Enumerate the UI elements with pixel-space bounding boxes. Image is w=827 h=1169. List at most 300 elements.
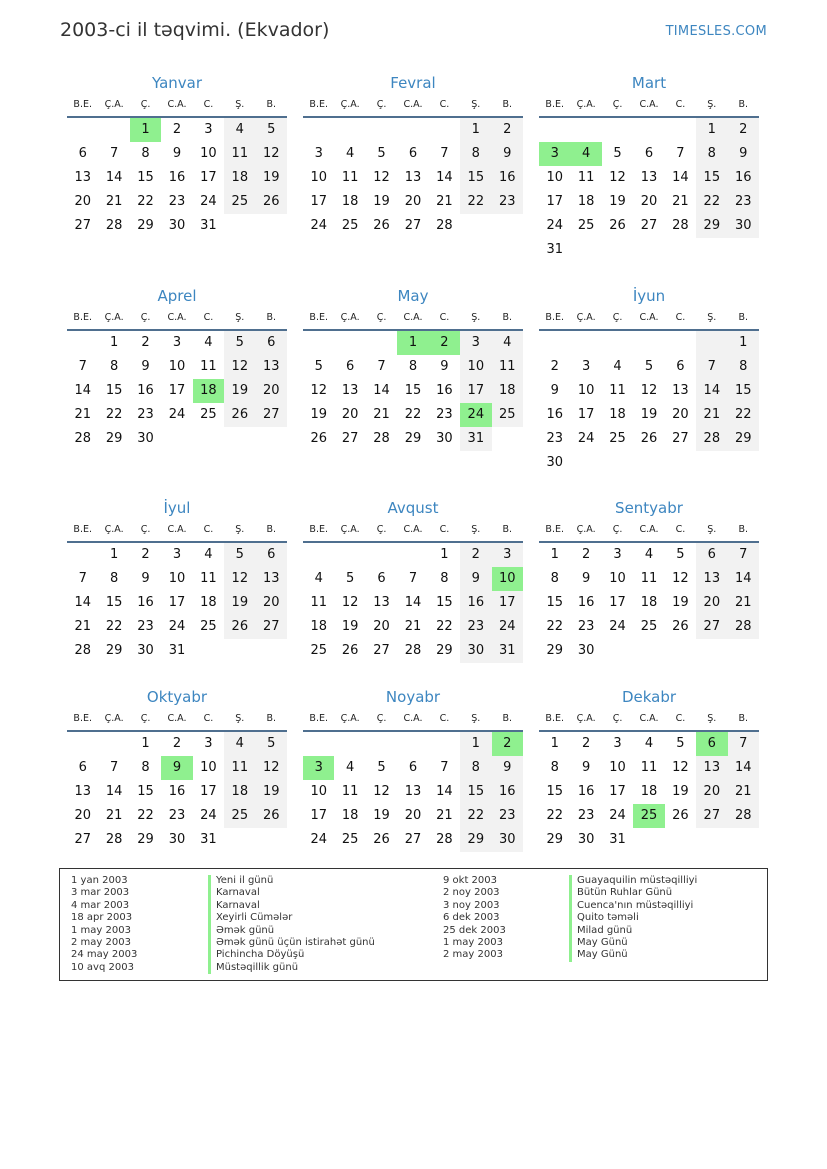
day-cell: 8 [440, 571, 449, 586]
day-cell: 5 [676, 736, 685, 751]
day-cell: 8 [408, 359, 418, 374]
empty-cell [696, 639, 727, 663]
day-cell: 12 [224, 567, 255, 591]
day-cell: 7 [440, 760, 449, 775]
empty-cell [728, 639, 759, 663]
day-grid [67, 543, 287, 663]
day-cell: 19 [640, 407, 658, 422]
empty-cell [366, 118, 397, 142]
day-cell: 23 [137, 619, 154, 634]
day-cell: 23 [546, 431, 563, 446]
day-cell: 21 [105, 808, 123, 823]
empty-cell [633, 639, 664, 663]
day-cell: 16 [728, 166, 759, 190]
day-cell: 21 [728, 591, 759, 615]
empty-cell [334, 118, 365, 142]
day-cell: 15 [105, 595, 123, 610]
day-cell: 8 [109, 359, 119, 374]
day-cell: 8 [460, 756, 491, 780]
day-cell: 4 [204, 547, 213, 562]
weekday-header [67, 519, 287, 543]
day-cell: 4 [613, 359, 622, 374]
day-cell: 27 [74, 218, 91, 233]
page-title: 2003-ci il təqvimi. (Ekvador) [60, 19, 330, 41]
day-cell: 18 [193, 379, 224, 403]
weekday-label: C.A. [403, 713, 423, 724]
weekday-label: B. [738, 99, 749, 110]
day-cell: 5 [613, 146, 622, 161]
empty-cell [98, 732, 129, 756]
weekday-label: C. [439, 524, 450, 535]
weekday-label: Ş. [471, 713, 481, 724]
day-cell: 11 [341, 170, 359, 185]
legend-item: 3 mar 2003 [71, 887, 130, 899]
empty-cell [570, 451, 601, 475]
day-cell: 27 [373, 643, 390, 658]
day-cell: 9 [581, 760, 591, 775]
weekday-label: B.E. [73, 713, 92, 724]
empty-cell [633, 331, 664, 355]
day-cell: 13 [256, 567, 287, 591]
month-name: Fevral [390, 74, 436, 92]
day-cell: 14 [105, 170, 123, 185]
weekday-label: Ç.A. [340, 524, 360, 535]
day-cell: 29 [105, 431, 123, 446]
day-cell: 27 [696, 804, 727, 828]
month-name: Aprel [157, 287, 197, 305]
legend-dates-col1 [71, 875, 137, 974]
day-cell: 31 [546, 242, 563, 257]
weekday-label: B. [266, 99, 277, 110]
day-cell: 2 [141, 335, 150, 350]
empty-cell [602, 238, 633, 262]
day-cell: 25 [224, 190, 255, 214]
day-cell: 2 [141, 547, 150, 562]
day-cell: 3 [613, 736, 622, 751]
weekday-label: Ç.A. [576, 99, 596, 110]
weekday-label: C.A. [167, 713, 187, 724]
day-cell: 25 [200, 619, 217, 634]
day-cell: 7 [408, 571, 418, 586]
legend-item: 3 noy 2003 [443, 899, 500, 911]
day-cell: 25 [200, 407, 217, 422]
day-cell: 16 [168, 784, 186, 799]
day-cell: 15 [137, 784, 154, 799]
day-cell: 25 [577, 218, 595, 233]
day-cell: 11 [640, 571, 658, 586]
empty-cell [67, 543, 98, 567]
day-cell: 10 [200, 760, 217, 775]
day-cell: 28 [74, 431, 91, 446]
day-cell: 25 [633, 804, 664, 828]
day-cell: 10 [492, 567, 523, 591]
weekday-label: Ş. [707, 524, 717, 535]
day-cell: 6 [345, 359, 355, 374]
day-cell: 24 [168, 407, 186, 422]
empty-cell [570, 238, 601, 262]
day-grid [67, 118, 287, 238]
day-cell: 8 [109, 571, 119, 586]
day-cell: 22 [460, 190, 491, 214]
day-cell: 10 [609, 571, 626, 586]
empty-cell [633, 828, 664, 852]
legend-item: Yeni il günü [208, 875, 375, 887]
day-cell: 22 [436, 619, 453, 634]
day-cell: 10 [577, 383, 595, 398]
day-cell: 19 [341, 619, 359, 634]
day-cell: 2 [460, 543, 491, 567]
month-calendar [67, 686, 287, 852]
weekday-label: B.E. [309, 312, 328, 323]
weekday-label: Ç. [140, 713, 151, 724]
empty-cell [397, 732, 428, 756]
day-cell: 8 [728, 355, 759, 379]
empty-cell [665, 238, 696, 262]
day-cell: 31 [492, 639, 523, 663]
day-cell: 14 [672, 170, 689, 185]
empty-cell [492, 214, 523, 238]
weekday-label: B. [266, 312, 277, 323]
legend-item: May Günü [569, 949, 697, 961]
day-cell: 16 [546, 407, 563, 422]
day-cell: 28 [728, 804, 759, 828]
day-grid [303, 732, 523, 852]
day-cell: 12 [672, 571, 689, 586]
day-cell: 30 [168, 832, 186, 847]
day-grid [67, 732, 287, 852]
weekday-label: Ç.A. [576, 312, 596, 323]
day-cell: 6 [676, 359, 685, 374]
day-cell: 3 [613, 547, 622, 562]
day-cell: 26 [640, 431, 658, 446]
day-cell: 10 [168, 359, 186, 374]
day-cell: 30 [137, 643, 154, 658]
day-cell: 14 [404, 595, 422, 610]
day-cell: 5 [314, 359, 323, 374]
weekday-header [303, 94, 523, 118]
day-cell: 22 [137, 194, 154, 209]
site-link[interactable]: TIMESLES.COM [665, 24, 767, 39]
day-cell: 11 [200, 359, 217, 374]
weekday-label: Ş. [471, 99, 481, 110]
day-grid [539, 732, 759, 852]
day-cell: 28 [74, 643, 91, 658]
day-cell: 30 [492, 828, 523, 852]
day-cell: 17 [168, 383, 186, 398]
day-cell: 14 [436, 784, 453, 799]
empty-cell [334, 331, 365, 355]
day-cell: 4 [492, 331, 523, 355]
day-cell: 24 [168, 619, 186, 634]
day-cell: 30 [577, 643, 595, 658]
month-name: İyun [632, 287, 666, 305]
day-cell: 12 [640, 383, 658, 398]
day-cell: 16 [137, 383, 154, 398]
weekday-label: Ş. [707, 99, 717, 110]
weekday-label: C. [439, 99, 450, 110]
day-cell: 2 [492, 118, 523, 142]
weekday-label: C. [439, 312, 450, 323]
day-cell: 4 [345, 146, 355, 161]
day-cell: 1 [109, 335, 119, 350]
month-calendar [303, 72, 523, 238]
day-cell: 18 [577, 194, 595, 209]
day-cell: 19 [224, 379, 255, 403]
day-cell: 27 [256, 403, 287, 427]
day-cell: 27 [404, 218, 422, 233]
day-cell: 5 [224, 543, 255, 567]
day-cell: 4 [224, 732, 255, 756]
empty-cell [696, 828, 727, 852]
day-cell: 22 [105, 619, 123, 634]
empty-cell [397, 543, 428, 567]
day-cell: 4 [224, 118, 255, 142]
empty-cell [633, 118, 664, 142]
legend-names-col1 [208, 875, 375, 974]
day-cell: 19 [224, 591, 255, 615]
day-cell: 16 [436, 383, 453, 398]
empty-cell [570, 331, 601, 355]
empty-cell [602, 118, 633, 142]
day-cell: 27 [74, 832, 91, 847]
day-cell: 14 [696, 379, 727, 403]
day-cell: 23 [492, 804, 523, 828]
day-cell: 4 [570, 142, 601, 166]
month-calendar [539, 686, 759, 852]
day-cell: 19 [373, 808, 390, 823]
month-calendar [67, 497, 287, 663]
legend-item: Quito təməli [569, 912, 697, 924]
day-cell: 21 [74, 619, 91, 634]
day-cell: 5 [644, 359, 654, 374]
day-cell: 5 [256, 732, 287, 756]
day-cell: 11 [492, 355, 523, 379]
empty-cell [67, 331, 98, 355]
day-grid [539, 118, 759, 262]
legend-item: 4 mar 2003 [71, 899, 130, 911]
day-cell: 16 [577, 595, 595, 610]
day-cell: 25 [640, 619, 658, 634]
day-cell: 24 [577, 431, 595, 446]
weekday-label: B.E. [73, 312, 92, 323]
day-cell: 28 [728, 615, 759, 639]
empty-cell [256, 828, 287, 852]
day-cell: 3 [492, 543, 523, 567]
day-cell: 23 [577, 619, 595, 634]
day-cell: 6 [408, 760, 418, 775]
day-cell: 3 [303, 756, 334, 780]
weekday-label: Ç. [376, 312, 387, 323]
day-cell: 31 [460, 427, 491, 451]
day-cell: 26 [256, 190, 287, 214]
empty-cell [366, 543, 397, 567]
weekday-label: B. [738, 524, 749, 535]
day-cell: 22 [696, 190, 727, 214]
legend-item: Xeyirli Cümələr [208, 912, 375, 924]
day-cell: 21 [105, 194, 123, 209]
day-cell: 7 [109, 146, 119, 161]
legend-item: 1 may 2003 [443, 937, 503, 949]
weekday-label: B.E. [545, 312, 564, 323]
day-cell: 1 [460, 118, 491, 142]
day-cell: 16 [577, 784, 595, 799]
holiday-legend [59, 868, 768, 981]
day-cell: 11 [577, 170, 595, 185]
day-cell: 7 [78, 571, 87, 586]
weekday-label: Ç. [612, 524, 623, 535]
empty-cell [224, 639, 255, 663]
day-cell: 22 [460, 804, 491, 828]
weekday-label: Ş. [235, 99, 245, 110]
day-cell: 29 [436, 643, 453, 658]
weekday-label: B.E. [545, 713, 564, 724]
weekday-label: B. [502, 713, 513, 724]
day-cell: 12 [341, 595, 359, 610]
day-cell: 22 [105, 407, 123, 422]
weekday-label: Ç.A. [104, 312, 124, 323]
empty-cell [696, 451, 727, 475]
weekday-label: C. [675, 524, 686, 535]
day-cell: 20 [74, 194, 91, 209]
day-cell: 29 [460, 828, 491, 852]
day-cell: 8 [550, 571, 559, 586]
day-cell: 30 [546, 455, 563, 470]
day-cell: 29 [404, 431, 422, 446]
legend-item: 2 may 2003 [71, 937, 131, 949]
day-cell: 9 [141, 571, 150, 586]
day-cell: 3 [314, 146, 323, 161]
weekday-label: C.A. [403, 312, 423, 323]
month-calendar [67, 285, 287, 451]
day-cell: 14 [436, 170, 453, 185]
day-cell: 22 [404, 407, 422, 422]
day-cell: 12 [224, 355, 255, 379]
day-cell: 7 [377, 359, 386, 374]
day-cell: 13 [256, 355, 287, 379]
day-cell: 21 [436, 194, 453, 209]
month-name: Yanvar [151, 74, 203, 92]
weekday-label: Ç. [376, 713, 387, 724]
empty-cell [429, 118, 460, 142]
legend-item: Bütün Ruhlar Günü [569, 887, 697, 899]
day-cell: 18 [341, 194, 359, 209]
day-cell: 19 [310, 407, 327, 422]
weekday-label: Ç. [376, 99, 387, 110]
day-cell: 9 [161, 756, 192, 780]
day-cell: 29 [137, 832, 154, 847]
day-cell: 24 [460, 403, 491, 427]
day-cell: 29 [696, 214, 727, 238]
day-cell: 22 [546, 619, 563, 634]
weekday-label: C.A. [639, 713, 659, 724]
day-grid [67, 331, 287, 451]
day-cell: 20 [404, 194, 422, 209]
day-cell: 9 [492, 756, 523, 780]
day-cell: 15 [546, 784, 563, 799]
day-cell: 2 [172, 122, 182, 137]
day-cell: 22 [546, 808, 563, 823]
empty-cell [366, 732, 397, 756]
weekday-label: B.E. [309, 99, 328, 110]
month-calendar [303, 285, 523, 451]
day-cell: 17 [492, 591, 523, 615]
day-cell: 28 [672, 218, 689, 233]
day-cell: 7 [728, 732, 759, 756]
legend-item: Karnaval [208, 900, 375, 912]
empty-cell [570, 118, 601, 142]
day-cell: 14 [728, 756, 759, 780]
weekday-label: C. [203, 524, 214, 535]
day-cell: 2 [581, 736, 591, 751]
day-cell: 17 [546, 194, 563, 209]
day-cell: 2 [550, 359, 559, 374]
day-cell: 17 [460, 379, 491, 403]
legend-item: 18 apr 2003 [71, 912, 133, 924]
day-cell: 5 [676, 547, 685, 562]
day-cell: 13 [404, 170, 422, 185]
empty-cell [256, 427, 287, 451]
weekday-label: C.A. [167, 312, 187, 323]
empty-cell [256, 214, 287, 238]
day-cell: 31 [168, 643, 186, 658]
empty-cell [193, 427, 224, 451]
day-cell: 1 [550, 547, 559, 562]
day-cell: 30 [436, 431, 453, 446]
day-cell: 29 [728, 427, 759, 451]
legend-item: 9 okt 2003 [443, 875, 497, 886]
weekday-label: B. [502, 312, 513, 323]
day-cell: 24 [200, 808, 217, 823]
empty-cell [334, 732, 365, 756]
day-cell: 13 [696, 756, 727, 780]
day-cell: 1 [728, 331, 759, 355]
day-cell: 15 [460, 780, 491, 804]
empty-cell [665, 639, 696, 663]
day-cell: 1 [440, 547, 449, 562]
weekday-label: Ç. [140, 99, 151, 110]
day-cell: 18 [341, 808, 359, 823]
weekday-label: Ç.A. [104, 524, 124, 535]
day-cell: 20 [696, 591, 727, 615]
day-cell: 23 [168, 808, 186, 823]
day-cell: 7 [696, 355, 727, 379]
weekday-label: Ş. [471, 524, 481, 535]
day-cell: 10 [200, 146, 217, 161]
legend-item: Müstəqillik günü [208, 962, 375, 974]
weekday-label: C.A. [403, 524, 423, 535]
day-cell: 11 [609, 383, 626, 398]
day-cell: 1 [696, 118, 727, 142]
day-cell: 18 [640, 784, 658, 799]
day-cell: 22 [137, 808, 154, 823]
day-cell: 8 [550, 760, 559, 775]
day-cell: 12 [256, 142, 287, 166]
empty-cell [397, 118, 428, 142]
day-cell: 14 [74, 595, 91, 610]
weekday-label: Ç.A. [576, 524, 596, 535]
weekday-label: B. [266, 524, 277, 535]
day-cell: 21 [672, 194, 689, 209]
day-cell: 28 [436, 218, 453, 233]
month-name: Dekabr [621, 688, 677, 706]
day-cell: 27 [404, 832, 422, 847]
day-cell: 15 [460, 166, 491, 190]
empty-cell [539, 331, 570, 355]
weekday-label: B. [266, 713, 277, 724]
weekday-label: Ç. [140, 312, 151, 323]
legend-item: Karnaval [208, 887, 375, 899]
legend-item: Cuenca'nın müstəqilliyi [569, 900, 697, 912]
